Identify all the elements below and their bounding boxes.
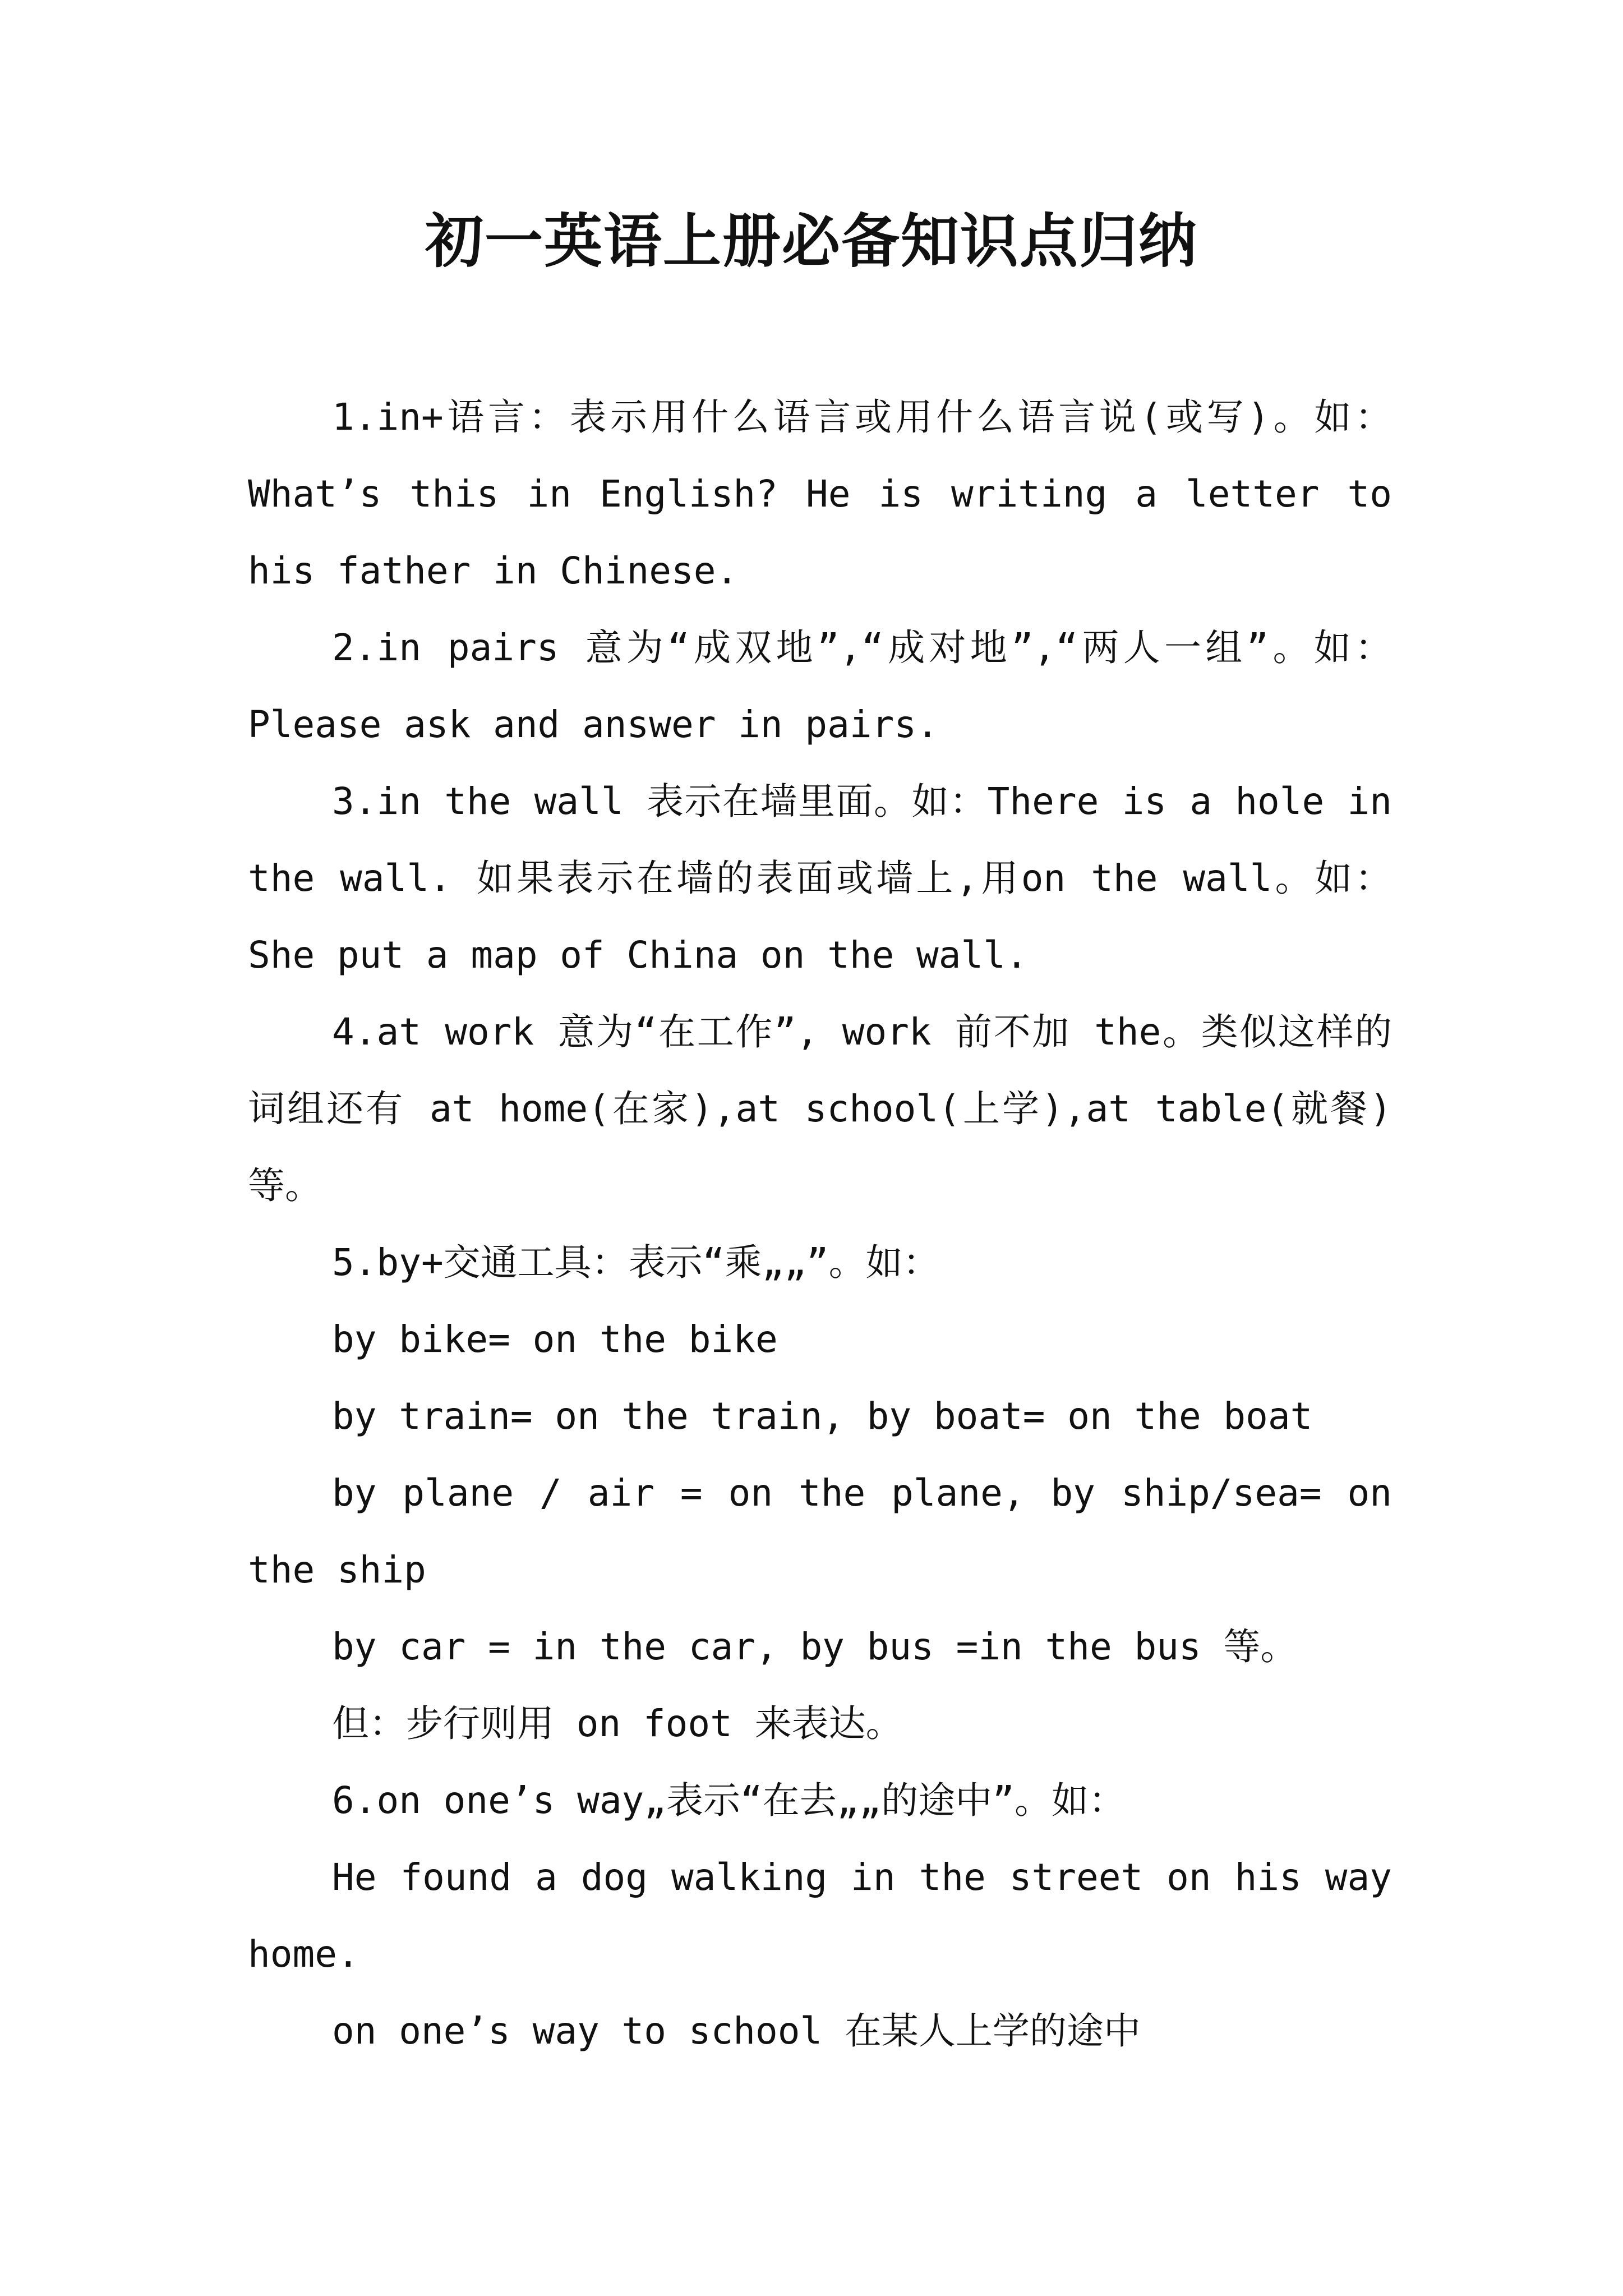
example-by-train: by train= on the train, by boat= on the boat (332, 1395, 1313, 1438)
example-on-way-to-school: on one’s way to school 在某人上学的途中 (332, 2009, 1141, 2053)
paragraph-1: 1.in+语言：表示用什么语言或用什么语言说(或写)。如：What’s this in English? He is writing a letter to his father in Chinese. (248, 395, 1392, 592)
note-on-foot: 但：步行则用 on foot 来表达。 (332, 1702, 903, 1745)
paragraph-4: 4.at work 意为“在工作”, work 前不加 the。类似这样的词组还有 at home(在家),at school(上学),at table(就餐)等。 (248, 1010, 1392, 1207)
paragraph-3: 3.in the wall 表示在墙里面。如：There is a hole in the wall. 如果表示在墙的表面或墙上,用on the wall。如：She put a map of China on the wall. (248, 780, 1392, 977)
document-title: 初一英语上册必备知识点归纳 (425, 206, 1198, 275)
example-by-bike: by bike= on the bike (332, 1318, 778, 1361)
paragraph-6: 6.on one’s way„表示“在去„„的途中”。如： (332, 1779, 1126, 1822)
document-body (248, 379, 1392, 2069)
example-on-his-way: He found a dog walking in the street on his way home. (248, 1856, 1392, 1976)
example-by-plane: by plane / air = on the plane, by ship/sea= on the ship (248, 1471, 1392, 1591)
example-by-car: by car = in the car, by bus =in the bus 等。 (332, 1625, 1298, 1668)
paragraph-5: 5.by+交通工具：表示“乘„„”。如： (332, 1241, 940, 1284)
paragraph-2: 2.in pairs 意为“成双地”,“成对地”,“两人一组”。如：Please ask and answer in pairs. (248, 626, 1392, 746)
